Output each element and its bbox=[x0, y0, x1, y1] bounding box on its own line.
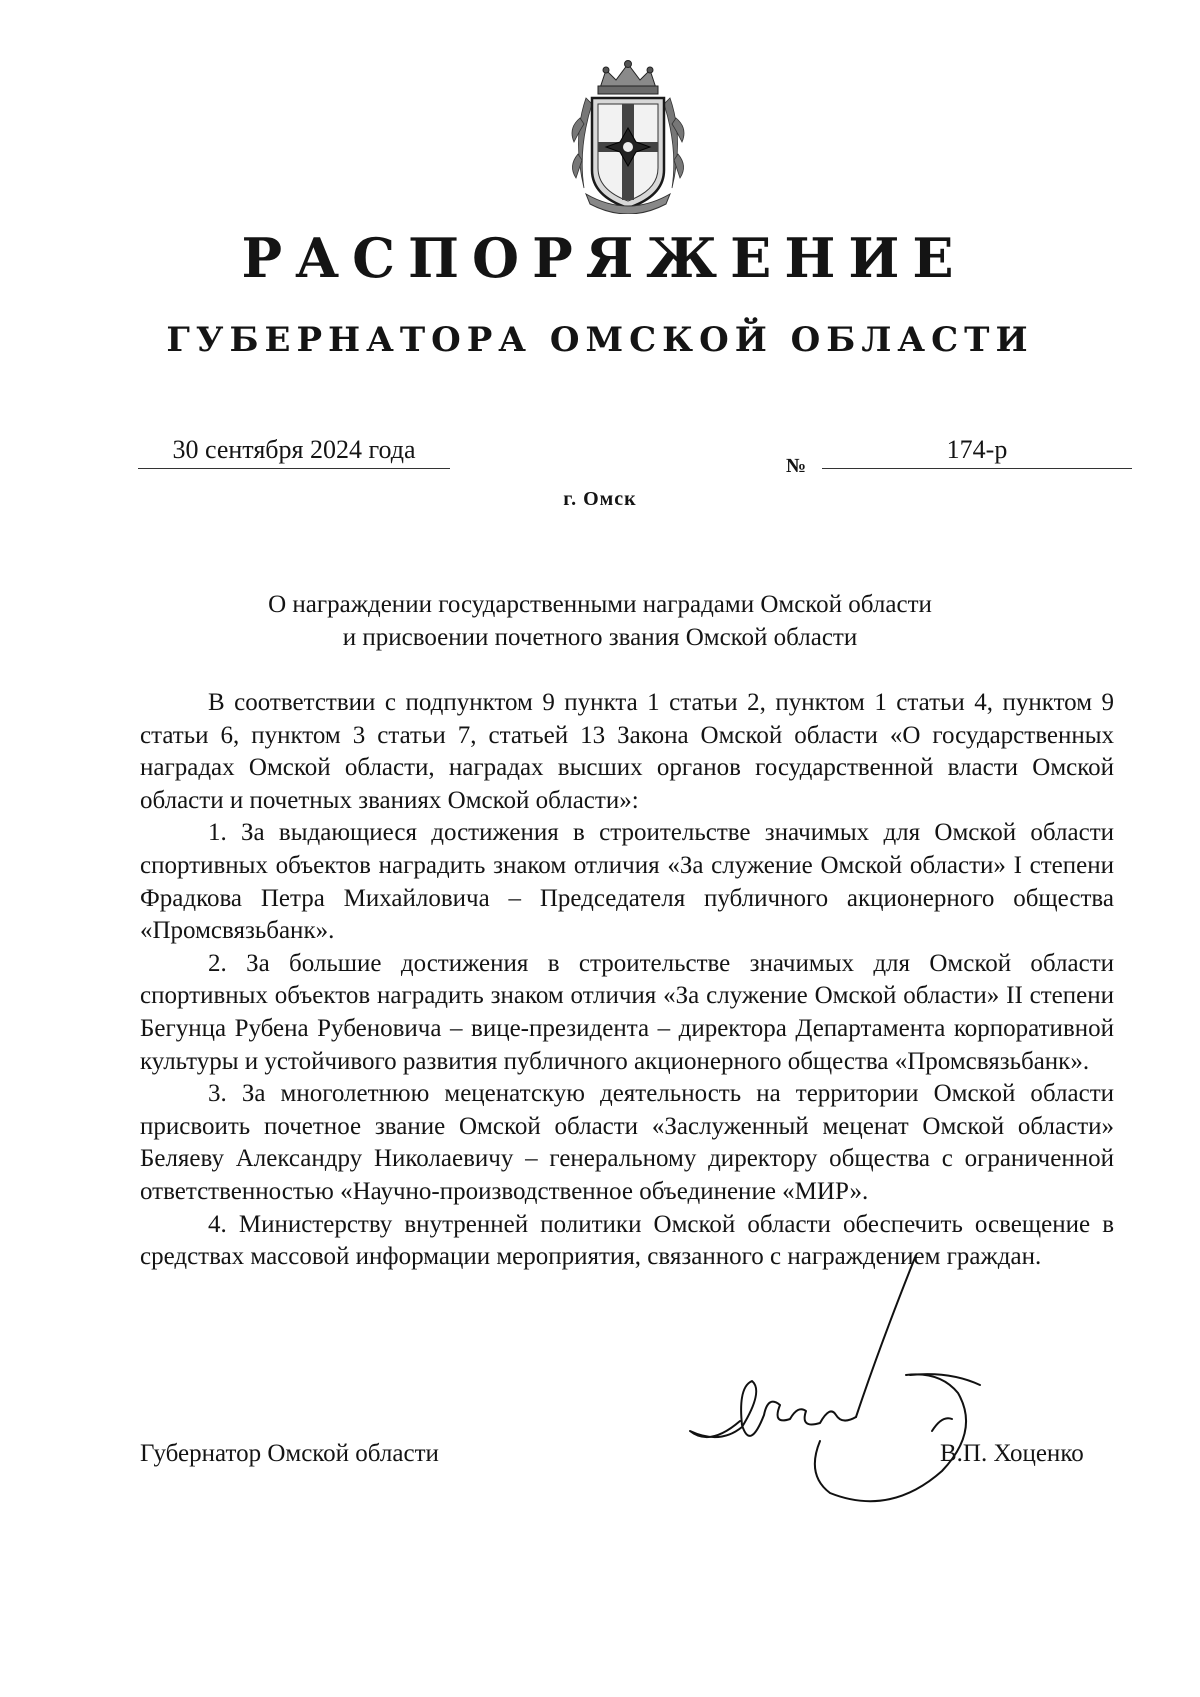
document-subject bbox=[0, 588, 1200, 654]
body-item-1: 1. За выдающиеся достижения в строительстве значимых для Омской области спортивных объектов наградить знаком отличия «За служение Омской области» I степени Фрадкова Петра Михайловича – Председателя публичного акционерного общества «Промсвязьбанк». bbox=[140, 819, 1114, 945]
document-title: РАСПОРЯЖЕНИЕ bbox=[241, 226, 967, 290]
document-number: 174-р bbox=[822, 432, 1132, 469]
signer-position: Губернатор Омской области bbox=[140, 1440, 439, 1467]
body-item-2: 2. За большие достижения в строительстве значимых для Омской области спортивных объектов наградить знаком отличия «За служение Омской области» II степени Бегунца Рубена Рубеновича – вице-президента – директора Департамента корпоративной культуры и устойчивого развития публичного акционерного общества «Промсвязьбанк». bbox=[140, 949, 1114, 1075]
subject-line-1: О награждении государственными наградами Омской области bbox=[268, 591, 932, 618]
document-city: г. Омск bbox=[563, 488, 637, 510]
document-body bbox=[140, 687, 1114, 1274]
number-label: № bbox=[786, 455, 807, 477]
omsk-coat-of-arms-icon bbox=[566, 58, 690, 214]
document-subtitle: ГУБЕРНАТОРА ОМСКОЙ ОБЛАСТИ bbox=[166, 320, 1034, 360]
body-item-4: 4. Министерству внутренней политики Омской области обеспечить освещение в средствах массовой информации мероприятия, связанного с награждением граждан. bbox=[140, 1210, 1114, 1271]
document-date: 30 сентября 2024 года bbox=[138, 432, 450, 469]
signer-name: В.П. Хоценко bbox=[940, 1440, 1084, 1467]
subject-line-2: и присвоении почетного звания Омской области bbox=[342, 624, 858, 651]
body-item-3: 3. За многолетнюю меценатскую деятельность на территории Омской области присвоить почетное звание Омской области «Заслуженный меценат Омской области» Беляеву Александру Николаевичу – генеральному директору общества с ограниченной ответственностью «Научно-производственное объединение «МИР». bbox=[140, 1080, 1114, 1205]
body-preamble: В соответствии с подпунктом 9 пункта 1 статьи 2, пунктом 1 статьи 4, пунктом 9 статьи 6, пунктом 3 статьи 7, статьей 13 Закона Омской области «О государственных наградах Омской области, наградах высших органов государственной власти Омской области и почетных званиях Омской области»: bbox=[140, 689, 1114, 814]
